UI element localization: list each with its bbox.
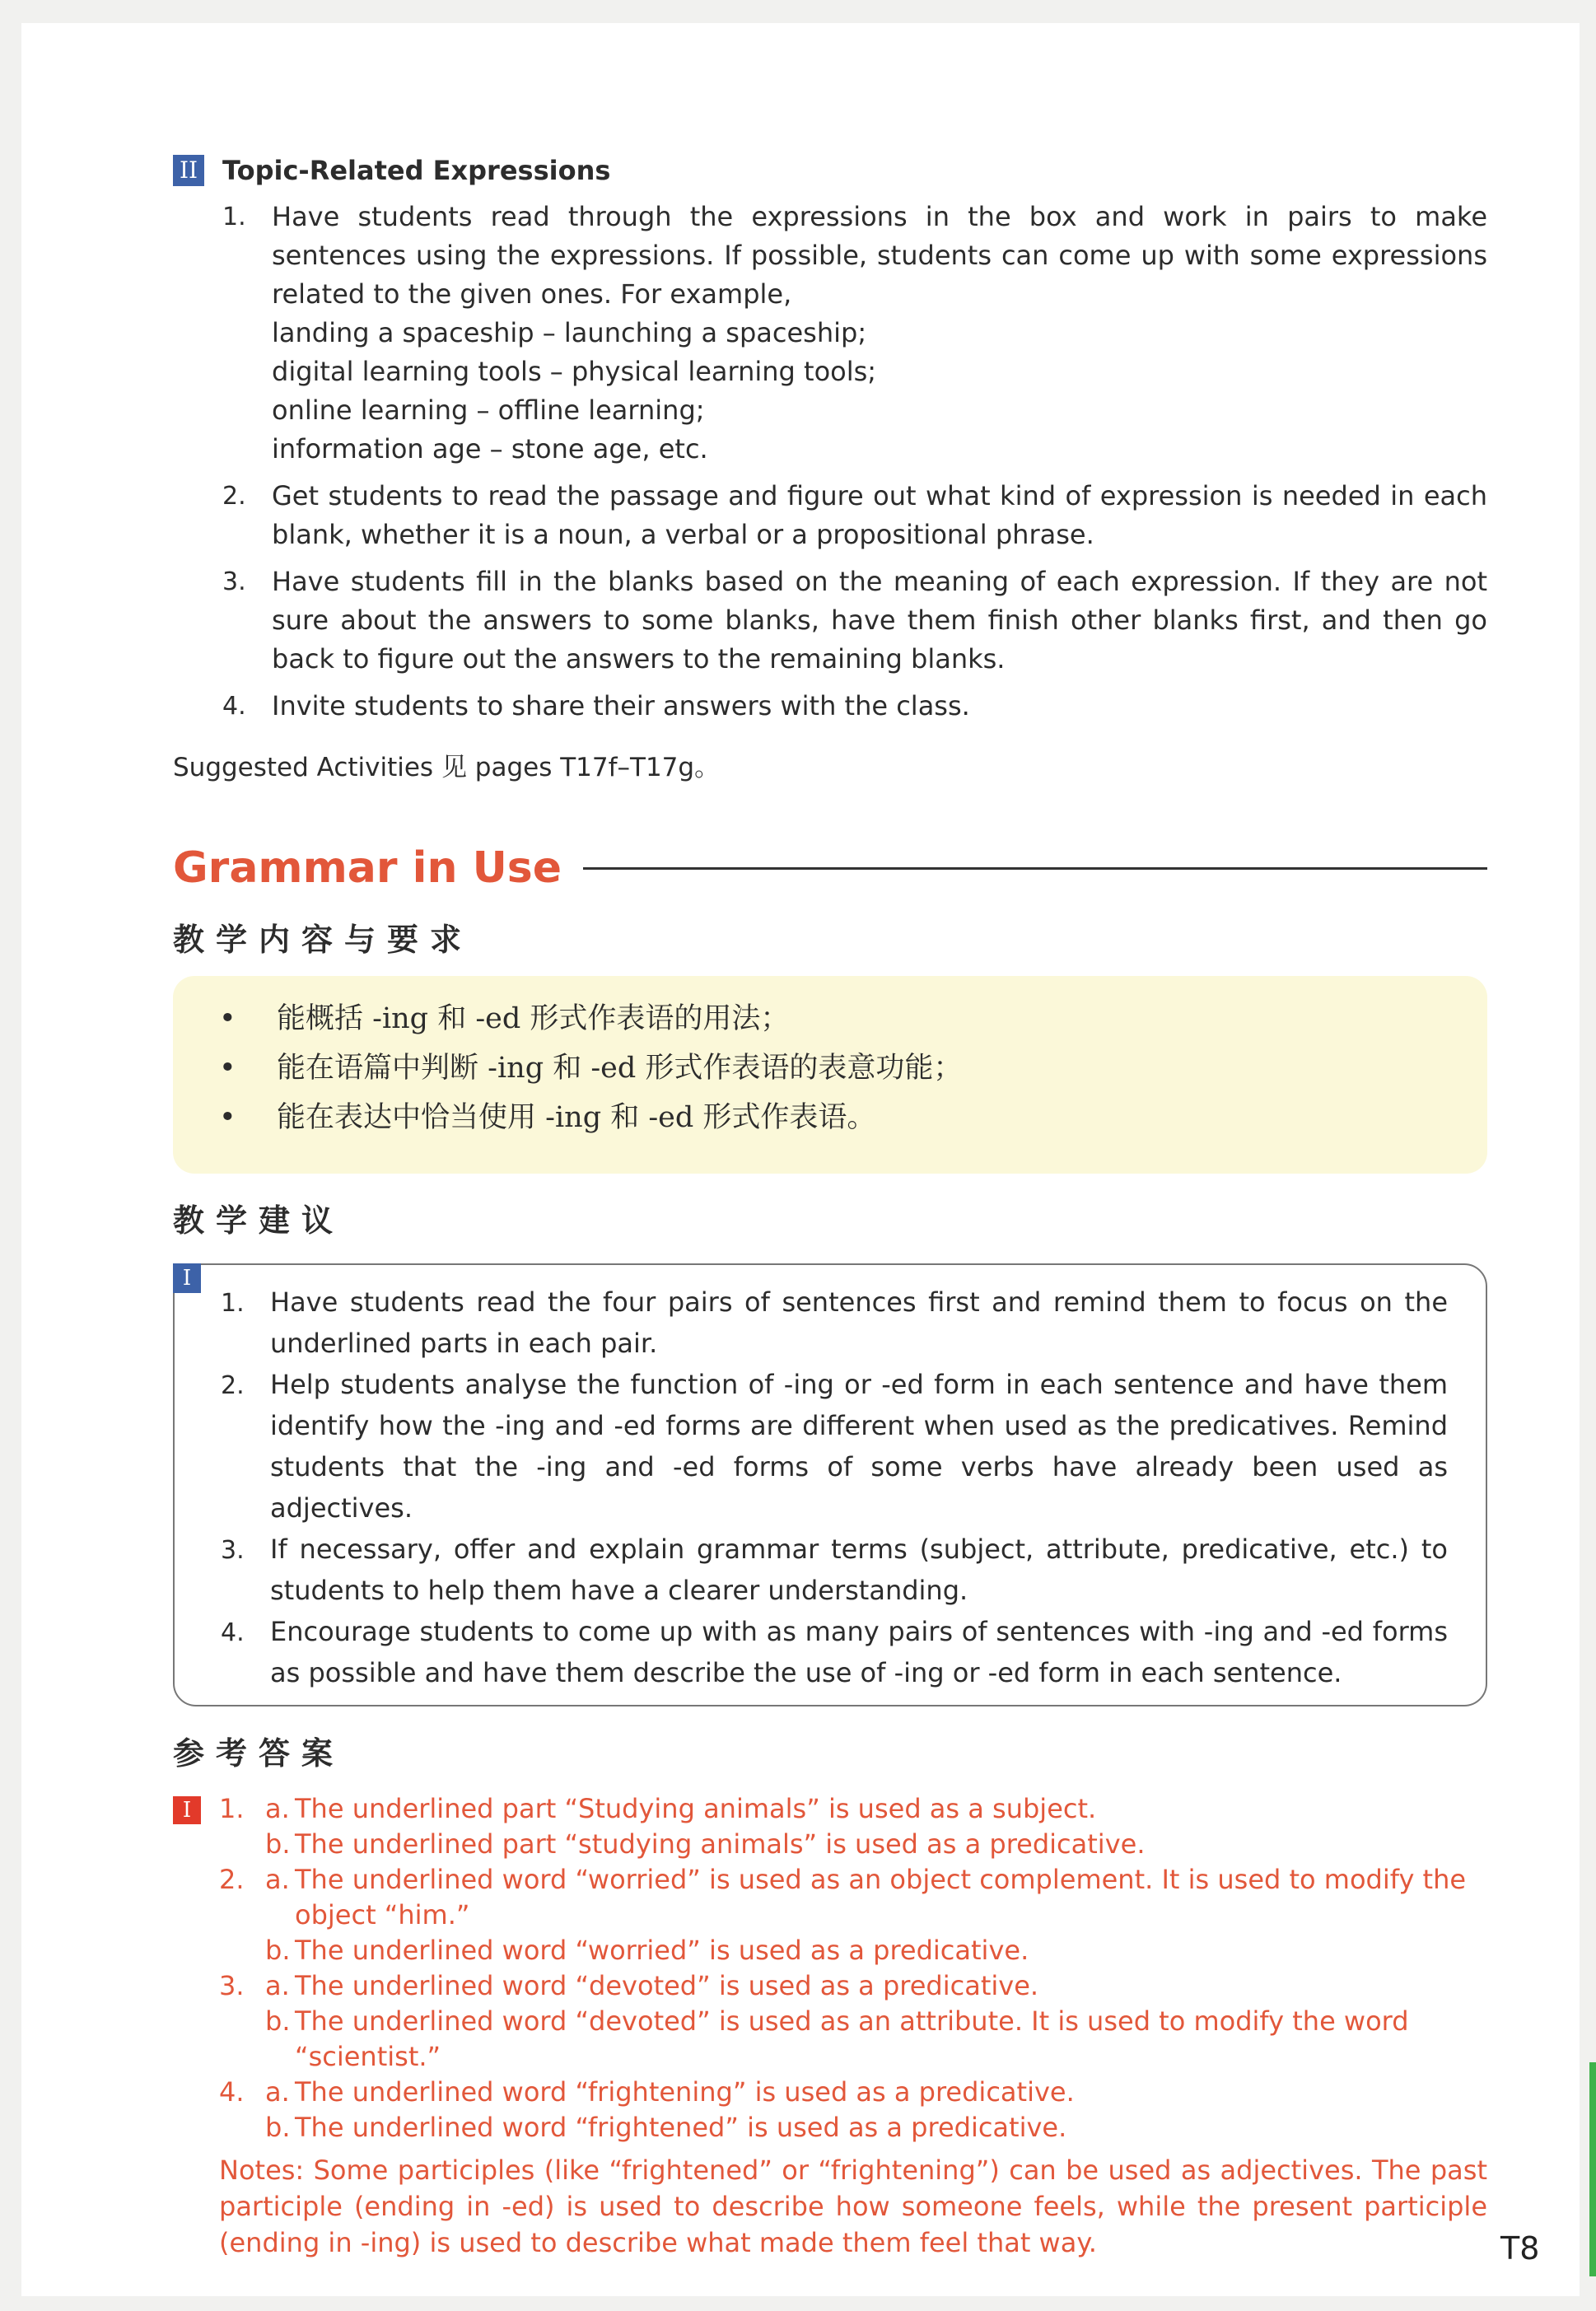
answer-item: [219, 1791, 1487, 1862]
answer-line: [265, 1933, 1487, 1968]
bullet-icon: •: [219, 1101, 236, 1134]
example-line: information age – stone age, etc.: [272, 433, 708, 465]
answer-text: The underlined word “worried” is used as an object complement. It is used to modify the object “him.”: [295, 1864, 1467, 1931]
example-line: landing a spaceship – launching a spaceship;: [272, 317, 867, 348]
item-number: 4.: [221, 1618, 245, 1647]
bullet-icon: •: [219, 1052, 236, 1085]
item-text: If necessary, offer and explain grammar terms (subject, attribute, predicative, etc.) to students to help them have a clearer understanding.: [270, 1534, 1448, 1606]
answer-key: [173, 1791, 1487, 2261]
bullet-icon: •: [219, 1002, 236, 1035]
advice-heading: 教学建议: [173, 1202, 345, 1239]
answer-text: The underlined word “devoted” is used as an attribute. It is used to modify the word “scientist.”: [295, 2005, 1409, 2072]
item-text: Have students fill in the blanks based on the meaning of each expression. If they are not sure about the answers to some blanks, have them finish other blanks first, and then go back to figure out the answers to the remaining blanks.: [272, 566, 1487, 675]
answer-letter: a.: [265, 1793, 290, 1824]
answer-number: 2.: [219, 1864, 245, 1895]
item-text: Help students analyse the function of -ing or -ed form in each sentence and have them identify how the -ing and -ed forms are different when used as the predicatives. Remind students that the -ing and -ed forms of some verbs have already been used as adjectives.: [270, 1369, 1448, 1524]
page-number: T8: [1500, 2230, 1540, 2267]
answer-line: [265, 2075, 1487, 2110]
answer-item: [219, 1862, 1487, 1968]
chapter-tab: [1589, 2062, 1596, 2276]
example-line: digital learning tools – physical learning tools;: [272, 356, 877, 387]
advice-box: [173, 1263, 1487, 1706]
content: [173, 155, 1487, 2261]
answer-line: [265, 1968, 1487, 2004]
answer-number: 4.: [219, 2076, 245, 2108]
answers-heading: 参考答案: [173, 1735, 345, 1772]
item-number: 3.: [222, 567, 246, 596]
grammar-title: Grammar in Use: [173, 843, 562, 893]
advice-badge: I: [173, 1263, 201, 1293]
list-item: [222, 687, 1487, 726]
answer-number: 3.: [219, 1970, 245, 2001]
answer-letter: a.: [265, 1864, 290, 1895]
page: [21, 23, 1580, 2296]
list-item: [221, 1282, 1448, 1364]
goal-text: 能概括 -ing 和 -ed 形式作表语的用法；: [277, 1002, 790, 1035]
item-text: Encourage students to come up with as many pairs of sentences with -ing and -ed forms as possible and have them describe the use of -ing or -ed form in each sentence.: [270, 1616, 1448, 1688]
example-line: online learning – offline learning;: [272, 395, 705, 426]
item-text: Invite students to share their answers with the class.: [272, 690, 970, 721]
answers-badge: I: [173, 1796, 201, 1824]
answer-letter: b.: [265, 2112, 291, 2143]
answer-item: [219, 1968, 1487, 2075]
topic-steps-list: [173, 198, 1487, 726]
grammar-heading: [173, 843, 1487, 893]
list-item: [222, 477, 1487, 554]
answer-line: [265, 1791, 1487, 1827]
answer-notes: Notes: Some participles (like “frightened” or “frightening”) can be used as adjectives. The past participle (ending in -ed) is used to describe how someone feels, while the present participle (ending in -ing) is used to describe what made them feel that way.: [219, 2155, 1487, 2258]
answer-letter: b.: [265, 1935, 291, 1966]
item-text: Get students to read the passage and figure out what kind of expression is needed in each blank, whether it is a noun, a verbal or a propositional phrase.: [272, 480, 1487, 550]
advice-list: [221, 1282, 1448, 1693]
answer-text: The underlined part “Studying animals” is used as a subject.: [295, 1793, 1097, 1824]
answer-letter: a.: [265, 1970, 290, 2001]
answer-letter: b.: [265, 1828, 291, 1860]
list-item: [222, 563, 1487, 679]
answer-letter: a.: [265, 2076, 290, 2108]
goals-box: [173, 976, 1487, 1174]
section-heading: [173, 155, 1487, 186]
answer-text: The underlined part “studying animals” is used as a predicative.: [295, 1828, 1146, 1860]
goal-item: [219, 1043, 1487, 1093]
item-text: Have students read through the expressions in the box and work in pairs to make sentences using the expressions. If possible, students can come up with some expressions related to the given ones. For example,: [272, 201, 1487, 310]
item-number: 3.: [221, 1536, 245, 1565]
suggested-activities: Suggested Activities 见 pages T17f–T17g。: [173, 753, 721, 782]
list-item: [221, 1611, 1448, 1693]
goal-text: 能在表达中恰当使用 -ing 和 -ed 形式作表语。: [277, 1101, 876, 1134]
answer-line: [265, 1827, 1487, 1862]
list-item: [221, 1364, 1448, 1529]
answer-text: The underlined word “frightening” is used as a predicative.: [295, 2076, 1075, 2108]
list-item: [222, 198, 1487, 469]
goals-heading: 教学内容与要求: [173, 922, 474, 958]
item-number: 2.: [221, 1371, 245, 1400]
answer-text: The underlined word “devoted” is used as a predicative.: [295, 1970, 1039, 2001]
item-number: 2.: [222, 482, 246, 511]
answer-item: [219, 2075, 1487, 2145]
goal-text: 能在语篇中判断 -ing 和 -ed 形式作表语的表意功能；: [277, 1052, 963, 1085]
answer-number: 1.: [219, 1793, 245, 1824]
goal-item: [219, 994, 1487, 1043]
section-badge: II: [173, 155, 204, 186]
item-number: 1.: [222, 203, 246, 231]
goal-item: [219, 1093, 1487, 1142]
answer-line: [265, 2110, 1487, 2145]
section-title: Topic-Related Expressions: [222, 155, 611, 186]
list-item: [221, 1529, 1448, 1611]
heading-rule: [583, 867, 1487, 870]
item-number: 1.: [221, 1289, 245, 1318]
answer-text: The underlined word “worried” is used as a predicative.: [295, 1935, 1029, 1966]
answer-line: [265, 2004, 1487, 2075]
answer-text: The underlined word “frightened” is used as a predicative.: [295, 2112, 1067, 2143]
item-text: Have students read the four pairs of sentences first and remind them to focus on the underlined parts in each pair.: [270, 1286, 1448, 1359]
answer-letter: b.: [265, 2005, 291, 2037]
item-number: 4.: [222, 692, 246, 721]
answer-list: [173, 1791, 1487, 2145]
answer-line: [265, 1862, 1487, 1933]
